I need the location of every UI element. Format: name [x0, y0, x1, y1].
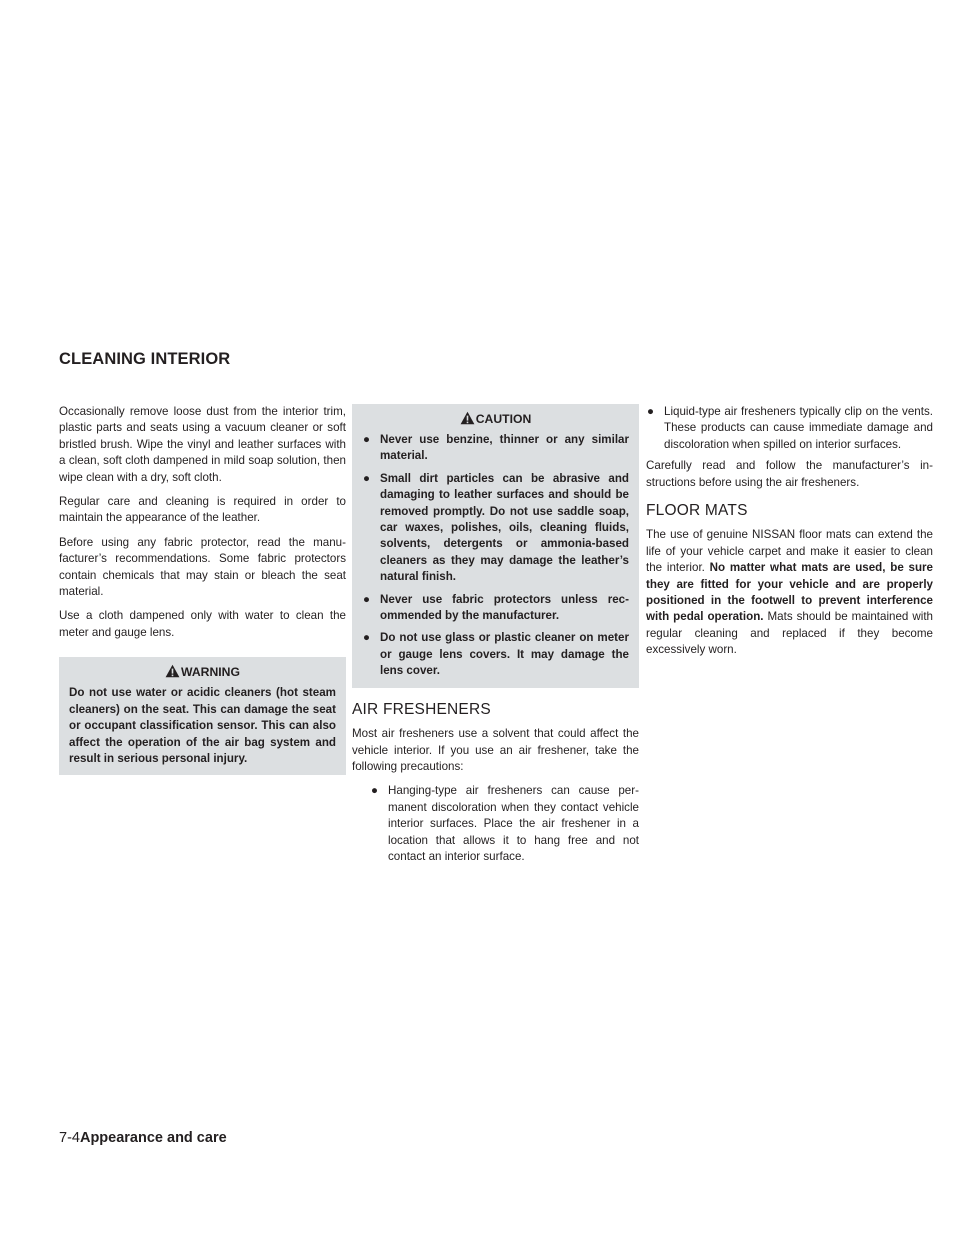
list-item: ● Hanging-type air fresheners can cause permanent discoloration when they contact vehicle interior surfaces. Place the air freshener in a location that allows it to hang free and not contact an interior surface. — [371, 784, 639, 863]
bullet-icon: ● — [363, 471, 371, 485]
list-item: ● Do not use glass or plastic cleaner on meter or gauge lens covers. It may damage the lens cover. — [363, 631, 629, 678]
air-fresheners-intro: Most air fresheners use a solvent that could affect the vehicle interior. If you use an air freshener, take the following precautions: — [352, 727, 639, 773]
bullet-icon: ● — [371, 784, 379, 798]
air-fresheners-heading: AIR FRESHENERS — [352, 700, 491, 718]
list-item: ● Liquid-type air fresheners typically clip on the vents. These products can cause immediate damage and discoloration when spilled on interior surfaces. — [647, 405, 933, 451]
bullet-icon: ● — [363, 433, 371, 446]
caution-triangle-icon — [460, 411, 475, 425]
paragraph-fabric-protector: Before using any fabric protector, read the manufacturer’s recommendations. Some fabric protectors contain chemicals that may stain or bleach the seat material. — [59, 535, 346, 599]
page-number: 7-4 — [59, 1130, 80, 1146]
warning-header — [69, 664, 336, 681]
air-fresheners-list — [352, 783, 639, 865]
paragraph-dust: Occasionally remove loose dust from the interior trim, plastic parts and seats using a vacuum cleaner or soft bristled brush. Wipe the vinyl and leather surfaces with a clean, soft cloth dampened in mild soap solution, then wipe clean with a dry, soft cloth. — [59, 405, 346, 484]
warning-text: Do not use water or acidic cleaners (hot steam cleaners) on the seat. This can damage the seat or occupant classification sensor. This can also affect the operation of the air bag system and result in serious personal injury. — [69, 686, 336, 765]
floor-mats-heading: FLOOR MATS — [646, 502, 748, 520]
warning-triangle-icon — [165, 664, 180, 678]
caution-box — [352, 404, 639, 688]
column-right — [646, 404, 933, 667]
bullet-icon: ● — [363, 631, 371, 645]
air-fresheners-note: Carefully read and follow the manufacturer’s instructions before using the air fresheners. — [646, 459, 933, 489]
warning-title: WARNING — [181, 665, 240, 680]
caution-list — [362, 432, 629, 680]
chapter-title: Appearance and care — [79, 1130, 227, 1146]
column-left — [59, 404, 346, 785]
air-fresheners-list-continued — [646, 404, 933, 453]
bullet-icon: ● — [647, 405, 655, 418]
paragraph-meter-lens: Use a cloth dampened only with water to clean the meter and gauge lens. — [59, 609, 346, 639]
column-middle — [352, 404, 639, 870]
floor-mats-paragraph: The use of genuine NISSAN floor mats can extend the life of your vehicle carpet and make it easier to clean the interior. No matter what mats are used, be sure they are fitted for your vehicle and are properly positioned in the footwell to prevent interference with pedal operation. Mats should be maintained with regular cleaning and replaced if they become excessively worn. — [646, 528, 934, 657]
list-item: ● Small dirt particles can be abrasive and damaging to leather surfaces and should be removed promptly. Do not use saddle soap, car waxes, polishes, oils, cleaning fluids, solvents, detergents or ammonia-based cleaners as they may damage the leather’s natural finish. — [363, 471, 629, 584]
paragraph-leather-care: Regular care and cleaning is required in order to maintain the appearance of the leather. — [59, 495, 346, 525]
section-title: CLEANING INTERIOR — [59, 350, 231, 368]
list-item: ● Never use fabric protectors unless recommended by the manufacturer. — [363, 592, 629, 623]
caution-title: CAUTION — [475, 412, 532, 426]
warning-box — [59, 657, 346, 775]
list-item: ● Never use benzine, thinner or any similar material. — [363, 433, 629, 463]
caution-header — [362, 411, 629, 428]
page-footer — [59, 1130, 227, 1146]
floor-mats-emphasis: No matter what mats are used, be sure they are fitted for your vehicle and are properly positioned in the footwell to prevent interference with pedal operation. — [646, 561, 934, 624]
caution-body — [362, 432, 629, 680]
bullet-icon: ● — [363, 592, 371, 606]
